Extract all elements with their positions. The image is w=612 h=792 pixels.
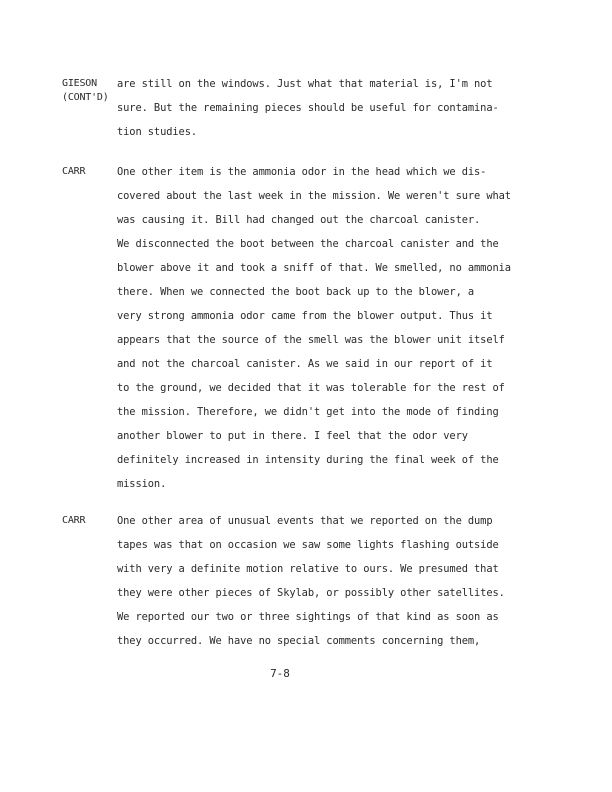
text-line: the mission. Therefore, we didn't get into the mode of finding bbox=[117, 406, 499, 418]
text-line: covered about the last week in the mission. We weren't sure what bbox=[117, 190, 511, 202]
text-line: they were other pieces of Skylab, or possibly other satellites. bbox=[117, 587, 505, 599]
entry-text bbox=[117, 165, 602, 501]
text-line: One other area of unusual events that we reported on the dump bbox=[117, 515, 493, 527]
text-line: blower above it and took a sniff of that. We smelled, no ammonia bbox=[117, 262, 511, 274]
speaker-continued: (CONT'D) bbox=[62, 92, 109, 103]
text-line: there. When we connected the boot back up to the blower, a bbox=[117, 286, 475, 298]
speaker-label bbox=[62, 77, 116, 105]
text-line: mission. bbox=[117, 478, 167, 490]
text-line: appears that the source of the smell was the blower unit itself bbox=[117, 334, 505, 346]
text-line: another blower to put in there. I feel that the odor very bbox=[117, 430, 468, 442]
speaker-name: CARR bbox=[62, 515, 86, 526]
speaker-label bbox=[62, 165, 116, 179]
text-line: they occurred. We have no special comments concerning them, bbox=[117, 635, 481, 647]
speaker-name: CARR bbox=[62, 166, 86, 177]
text-line: very strong ammonia odor came from the blower output. Thus it bbox=[117, 310, 493, 322]
text-line: with very a definite motion relative to ours. We presumed that bbox=[117, 563, 499, 575]
text-line: sure. But the remaining pieces should be useful for contamina- bbox=[117, 102, 499, 114]
text-line: We reported our two or three sightings of that kind as soon as bbox=[117, 611, 499, 623]
speaker-name: GIESON bbox=[62, 78, 97, 89]
text-line: definitely increased in intensity during the final week of the bbox=[117, 454, 499, 466]
entry-text bbox=[117, 514, 602, 658]
text-line: to the ground, we decided that it was tolerable for the rest of bbox=[117, 382, 505, 394]
text-line: and not the charcoal canister. As we said in our report of it bbox=[117, 358, 493, 370]
text-line: We disconnected the boot between the charcoal canister and the bbox=[117, 238, 499, 250]
text-line: tapes was that on occasion we saw some lights flashing outside bbox=[117, 539, 499, 551]
speaker-label bbox=[62, 514, 116, 528]
text-line: tion studies. bbox=[117, 126, 198, 138]
page-number bbox=[0, 667, 612, 681]
entry-text bbox=[117, 77, 602, 149]
text-line: are still on the windows. Just what that material is, I'm not bbox=[117, 78, 493, 90]
page-number-text: 7-8 bbox=[270, 667, 290, 680]
text-line: was causing it. Bill had changed out the charcoal canister. bbox=[117, 214, 481, 226]
text-line: One other item is the ammonia odor in the head which we dis- bbox=[117, 166, 487, 178]
